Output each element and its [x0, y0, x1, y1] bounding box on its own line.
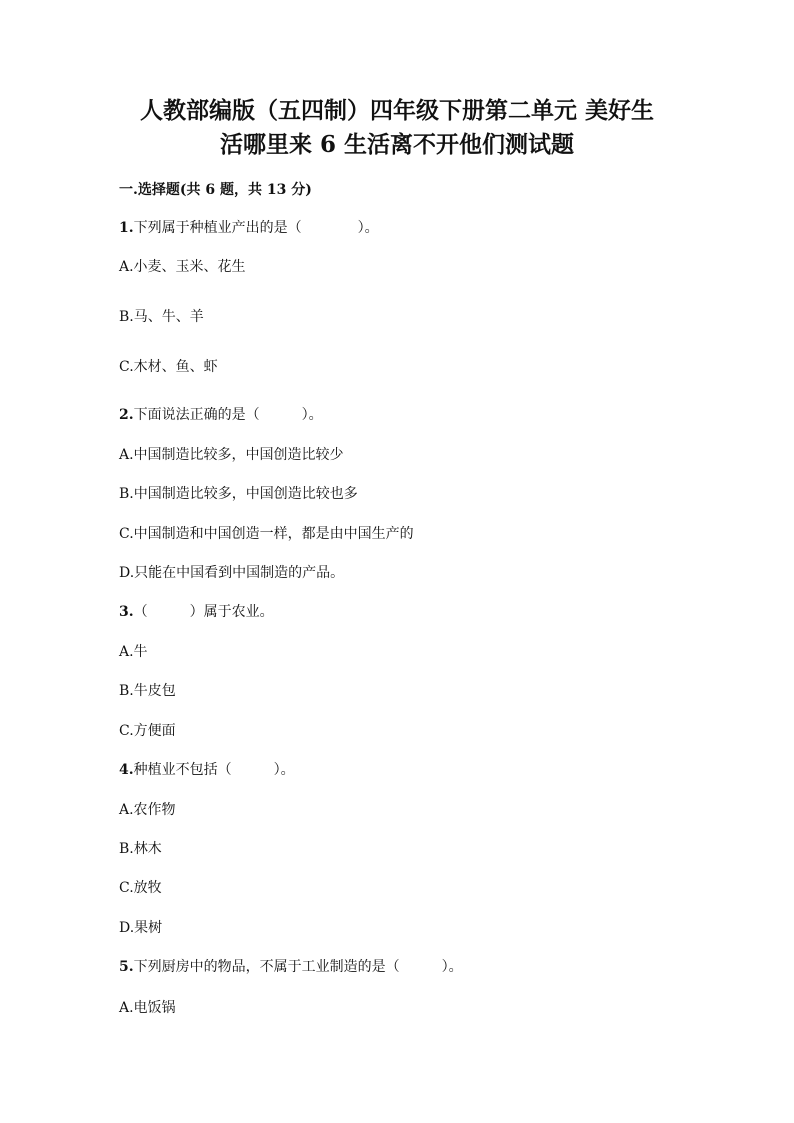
question-3-option-a: A.牛 — [119, 644, 148, 660]
question-1-option-c: C.木材、鱼、虾 — [119, 359, 218, 375]
question-number: 3. — [119, 604, 134, 620]
question-number: 2. — [119, 407, 134, 423]
question-4-option-b: B.林木 — [119, 841, 162, 857]
question-stem: 种植业不包括（ ）。 — [133, 762, 295, 778]
question-3-option-c: C.方便面 — [119, 723, 176, 739]
document-title-line-1: 人教部编版（五四制）四年级下册第二单元 美好生 — [139, 97, 654, 124]
question-2-option-b: B.中国制造比较多，中国创造比较也多 — [119, 486, 358, 502]
document-title-line-2: 活哪里来 6 生活离不开他们测试题 — [219, 131, 575, 158]
question-stem: 下面说法正确的是（ ）。 — [133, 407, 323, 423]
question-2-option-d: D.只能在中国看到中国制造的产品。 — [119, 565, 345, 581]
question-3 — [119, 605, 274, 619]
question-number: 5. — [119, 959, 134, 975]
question-number: 4. — [119, 762, 134, 778]
question-2 — [119, 408, 323, 422]
question-4 — [119, 763, 295, 777]
question-4-option-c: C.放牧 — [119, 880, 162, 896]
question-4-option-a: A.农作物 — [119, 802, 176, 818]
question-stem: 下列属于种植业产出的是（ ）。 — [133, 220, 379, 236]
question-5 — [119, 960, 463, 974]
question-2-option-a: A.中国制造比较多，中国创造比较少 — [119, 447, 344, 463]
question-5-option-a: A.电饭锅 — [119, 1000, 176, 1016]
question-1 — [119, 221, 379, 235]
question-1-option-b: B.马、牛、羊 — [119, 309, 204, 325]
section-heading: 一.选择题(共 6 题，共 13 分) — [119, 182, 312, 198]
question-number: 1. — [119, 220, 134, 236]
question-3-option-b: B.牛皮包 — [119, 683, 176, 699]
question-2-option-c: C.中国制造和中国创造一样，都是由中国生产的 — [119, 526, 414, 542]
question-4-option-d: D.果树 — [119, 920, 163, 936]
question-stem: 下列厨房中的物品，不属于工业制造的是（ ）。 — [133, 959, 463, 975]
question-stem: （ ）属于农业。 — [133, 604, 274, 620]
question-1-option-a: A.小麦、玉米、花生 — [119, 259, 246, 275]
